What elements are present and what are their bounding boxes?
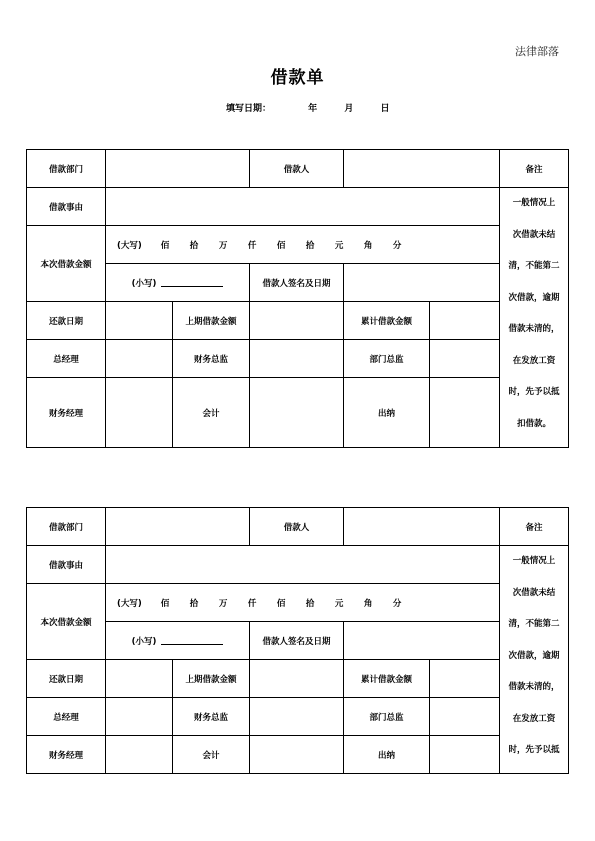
- department-label: 借款部门: [27, 150, 106, 188]
- uppercase-label: (大写): [117, 598, 142, 609]
- repay-date-field[interactable]: [106, 302, 173, 340]
- amount-label: 本次借款金额: [27, 226, 106, 302]
- dept-director-field[interactable]: [430, 340, 500, 378]
- finance-director-field[interactable]: [250, 698, 344, 736]
- note-cell: [500, 188, 569, 448]
- finance-manager-label: 财务经理: [27, 378, 106, 448]
- lowercase-blank-line: [161, 636, 223, 645]
- note-line: 一般情况上: [512, 556, 556, 566]
- borrower-field[interactable]: [344, 150, 500, 188]
- reason-label: 借款事由: [27, 188, 106, 226]
- accountant-label: 会计: [173, 736, 250, 774]
- cashier-field[interactable]: [430, 736, 500, 774]
- cumulative-label: 累计借款金额: [344, 302, 430, 340]
- note-line: 次借款，逾期: [508, 292, 560, 303]
- unit-ten: 拾: [189, 240, 199, 251]
- unit-hundred: 佰: [160, 240, 170, 251]
- note-line: 扣借款。: [516, 418, 551, 429]
- unit-ten: 拾: [305, 598, 315, 609]
- fill-date-line: [226, 101, 389, 114]
- unit-ten: 拾: [305, 240, 315, 251]
- accountant-field[interactable]: [250, 378, 344, 448]
- reason-label: 借款事由: [27, 546, 106, 584]
- borrower-label: 借款人: [250, 508, 344, 546]
- note-line: 一般情况上: [512, 198, 556, 208]
- note-line: 在发放工资: [512, 355, 556, 366]
- department-field[interactable]: [106, 150, 250, 188]
- note-label: 备注: [500, 508, 569, 546]
- note-label: 备注: [500, 150, 569, 188]
- unit-thousand: 仟: [247, 598, 257, 609]
- prev-amount-label: 上期借款金额: [173, 660, 250, 698]
- unit-fen: 分: [392, 240, 402, 251]
- department-field[interactable]: [106, 508, 250, 546]
- unit-thousand: 仟: [247, 240, 257, 251]
- finance-manager-field[interactable]: [106, 736, 173, 774]
- unit-hundred: 佰: [160, 598, 170, 609]
- signature-field[interactable]: [344, 622, 500, 660]
- loan-form-1: [26, 149, 569, 448]
- signature-label: 借款人签名及日期: [250, 264, 344, 302]
- unit-jiao: 角: [363, 240, 373, 251]
- signature-label: 借款人签名及日期: [250, 622, 344, 660]
- amount-lowercase-field[interactable]: [106, 622, 250, 660]
- dept-director-label: 部门总监: [344, 698, 430, 736]
- repay-date-label: 还款日期: [27, 660, 106, 698]
- unit-jiao: 角: [363, 598, 373, 609]
- gm-label: 总经理: [27, 698, 106, 736]
- cashier-label: 出纳: [344, 736, 430, 774]
- note-line: 次借款未结: [512, 229, 556, 240]
- gm-field[interactable]: [106, 340, 173, 378]
- amount-uppercase-field[interactable]: [106, 226, 500, 264]
- prev-amount-field[interactable]: [250, 302, 344, 340]
- note-line: 清，不能第二: [508, 619, 560, 629]
- note-text: [500, 188, 568, 440]
- accountant-field[interactable]: [250, 736, 344, 774]
- borrower-label: 借款人: [250, 150, 344, 188]
- amount-uppercase-field[interactable]: [106, 584, 500, 622]
- cumulative-field[interactable]: [430, 660, 500, 698]
- uppercase-label: (大写): [117, 240, 142, 251]
- prev-amount-field[interactable]: [250, 660, 344, 698]
- gm-label: 总经理: [27, 340, 106, 378]
- prev-amount-label: 上期借款金额: [173, 302, 250, 340]
- loan-form-2: [26, 507, 569, 774]
- date-day-unit: 日: [380, 104, 390, 114]
- note-cell: [500, 546, 569, 774]
- note-line: 次借款未结: [512, 587, 556, 598]
- cumulative-label: 累计借款金额: [344, 660, 430, 698]
- unit-hundred: 佰: [276, 598, 286, 609]
- unit-ten-thousand: 万: [218, 598, 228, 609]
- note-line: 借款未清的，: [508, 682, 560, 692]
- page-title: 借款单: [270, 68, 325, 88]
- lowercase-blank-line: [161, 278, 223, 287]
- date-year-unit: 年: [308, 104, 318, 114]
- amount-lowercase-field[interactable]: [106, 264, 250, 302]
- unit-fen: 分: [392, 598, 402, 609]
- note-line: 在发放工资: [512, 713, 556, 724]
- unit-ten: 拾: [189, 598, 199, 609]
- accountant-label: 会计: [173, 378, 250, 448]
- corner-mark: 法律部落: [515, 45, 559, 58]
- note-line: 时，先予以抵: [508, 745, 560, 755]
- repay-date-field[interactable]: [106, 660, 173, 698]
- reason-field[interactable]: [106, 546, 500, 584]
- unit-yuan: 元: [334, 598, 344, 609]
- unit-ten-thousand: 万: [218, 240, 228, 251]
- lowercase-label: (小写): [131, 636, 157, 647]
- department-label: 借款部门: [27, 508, 106, 546]
- gm-field[interactable]: [106, 698, 173, 736]
- date-month-unit: 月: [344, 104, 354, 114]
- date-label: 填写日期：: [226, 104, 272, 114]
- note-line: 借款未清的，: [508, 324, 560, 334]
- note-text: [500, 546, 568, 767]
- finance-director-label: 财务总监: [173, 340, 250, 378]
- cashier-label: 出纳: [344, 378, 430, 448]
- reason-field[interactable]: [106, 188, 500, 226]
- finance-director-label: 财务总监: [173, 698, 250, 736]
- borrower-field[interactable]: [344, 508, 500, 546]
- cashier-field[interactable]: [430, 378, 500, 448]
- unit-hundred: 佰: [276, 240, 286, 251]
- lowercase-label: (小写): [131, 278, 157, 289]
- note-line: 次借款，逾期: [508, 650, 560, 661]
- signature-field[interactable]: [344, 264, 500, 302]
- note-line: 清，不能第二: [508, 261, 560, 271]
- finance-manager-field[interactable]: [106, 378, 173, 448]
- cumulative-field[interactable]: [430, 302, 500, 340]
- dept-director-label: 部门总监: [344, 340, 430, 378]
- note-line: 时，先予以抵: [508, 387, 560, 397]
- finance-manager-label: 财务经理: [27, 736, 106, 774]
- repay-date-label: 还款日期: [27, 302, 106, 340]
- dept-director-field[interactable]: [430, 698, 500, 736]
- unit-yuan: 元: [334, 240, 344, 251]
- amount-label: 本次借款金额: [27, 584, 106, 660]
- finance-director-field[interactable]: [250, 340, 344, 378]
